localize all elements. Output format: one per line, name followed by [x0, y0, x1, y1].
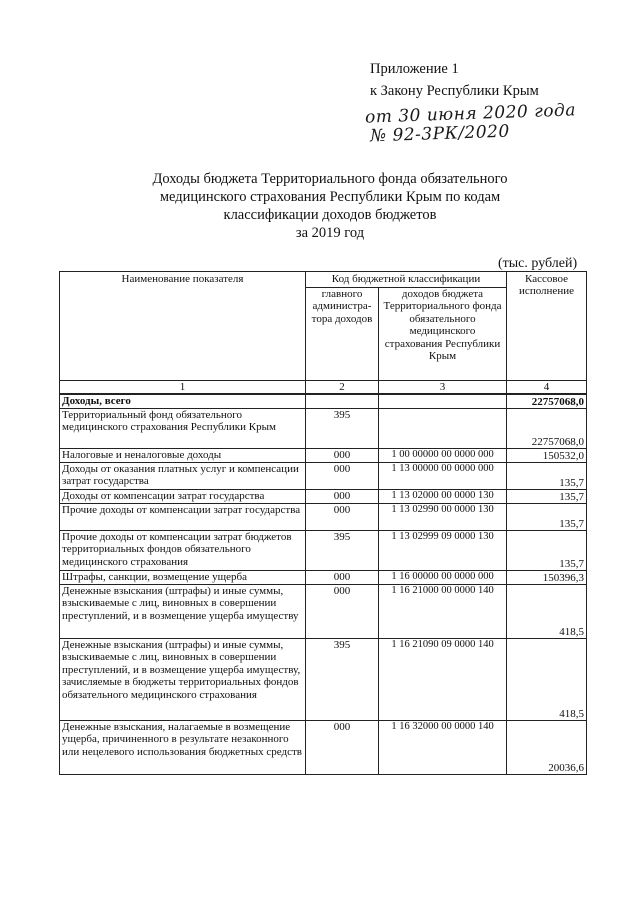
- title-line-2: медицинского страхования Республики Крым по кодам: [159, 189, 501, 205]
- row-code: 1 13 02990 00 0000 130: [379, 503, 507, 530]
- col-number-4: 4: [507, 381, 587, 395]
- col-header-exec: Кассовое исполнение: [507, 272, 587, 381]
- table-row: [60, 570, 587, 584]
- row-value: 418,5: [507, 584, 587, 638]
- row-name: Прочие доходы от компенсации затрат бюджетов территориальных фондов обязательного медицинского страхования: [60, 530, 306, 570]
- table-row: [60, 530, 587, 570]
- col-number-2: 2: [306, 381, 379, 395]
- row-name: Прочие доходы от компенсации затрат государства: [60, 503, 306, 530]
- table-row: [60, 638, 587, 720]
- row-value: 135,7: [507, 462, 587, 489]
- table-row: [60, 448, 587, 462]
- title-line-1: Доходы бюджета Территориального фонда обязательного: [152, 171, 508, 187]
- col-header-admin: главного администра-тора доходов: [306, 288, 379, 381]
- table-row: [60, 408, 587, 448]
- row-admin: 000: [306, 448, 379, 462]
- appendix-block: [370, 58, 539, 102]
- row-value: 150396,3: [507, 570, 587, 584]
- table-row: [60, 462, 587, 489]
- row-value: 20036,6: [507, 720, 587, 774]
- row-value: 135,7: [507, 530, 587, 570]
- row-value: 150532,0: [507, 448, 587, 462]
- title-line-3: классификации доходов бюджетов: [223, 207, 437, 223]
- row-code: 1 13 02000 00 0000 130: [379, 489, 507, 503]
- row-name: Денежные взыскания (штрафы) и иные суммы, взыскиваемые с лиц, виновных в совершении преступлений, и в возмещение ущерба имуществу: [60, 584, 306, 638]
- row-admin: 395: [306, 638, 379, 720]
- income-table: [59, 271, 587, 775]
- row-name: Доходы от оказания платных услуг и компенсации затрат государства: [60, 462, 306, 489]
- row-code: 1 16 00000 00 0000 000: [379, 570, 507, 584]
- row-name: Денежные взыскания, налагаемые в возмещение ущерба, причиненного в результате незаконного или нецелевого использования бюджетных средств: [60, 720, 306, 774]
- row-code: 1 16 21090 09 0000 140: [379, 638, 507, 720]
- row-admin: 000: [306, 584, 379, 638]
- row-admin: 000: [306, 720, 379, 774]
- col-header-code: Код бюджетной классификации: [306, 272, 507, 288]
- row-name: Доходы, всего: [60, 394, 306, 408]
- row-name: Штрафы, санкции, возмещение ущерба: [60, 570, 306, 584]
- row-value: 22757068,0: [507, 394, 587, 408]
- row-value: 22757068,0: [507, 408, 587, 448]
- row-admin: 000: [306, 570, 379, 584]
- row-value: 418,5: [507, 638, 587, 720]
- row-admin: 395: [306, 530, 379, 570]
- row-name: Территориальный фонд обязательного медицинского страхования Республики Крым: [60, 408, 306, 448]
- row-name: Доходы от компенсации затрат государства: [60, 489, 306, 503]
- col-header-income: доходов бюджета Территориального фонда обязательного медицинского страхования Республики Крым: [379, 288, 507, 381]
- title-line-4: за 2019 год: [295, 225, 365, 241]
- row-code: 1 16 32000 00 0000 140: [379, 720, 507, 774]
- table-row: [60, 720, 587, 774]
- col-number-3: 3: [379, 381, 507, 395]
- document-title: [60, 170, 600, 242]
- row-value: 135,7: [507, 489, 587, 503]
- row-name: Налоговые и неналоговые доходы: [60, 448, 306, 462]
- row-admin: 000: [306, 503, 379, 530]
- col-header-name: Наименование показателя: [60, 272, 306, 381]
- handwritten-date: от 30 июня 2020 года: [364, 100, 577, 128]
- row-admin: 000: [306, 489, 379, 503]
- row-admin: 000: [306, 462, 379, 489]
- table-row: [60, 394, 587, 408]
- row-code: 1 00 00000 00 0000 000: [379, 448, 507, 462]
- row-value: 135,7: [507, 503, 587, 530]
- row-admin: [306, 394, 379, 408]
- table-row: [60, 489, 587, 503]
- table-row: [60, 503, 587, 530]
- law-reference: к Закону Республики Крым: [370, 83, 539, 99]
- row-admin: 395: [306, 408, 379, 448]
- row-code: [379, 394, 507, 408]
- row-code: [379, 408, 507, 448]
- row-code: 1 16 21000 00 0000 140: [379, 584, 507, 638]
- appendix-label: Приложение 1: [370, 61, 459, 77]
- row-code: 1 13 02999 09 0000 130: [379, 530, 507, 570]
- row-name: Денежные взыскания (штрафы) и иные суммы, взыскиваемые с лиц, виновных в совершении преступлений, и в возмещение ущерба имуществу, зачисляемые в бюджеты территориальных фондов обязательного медицинского страхования: [60, 638, 306, 720]
- col-number-1: 1: [60, 381, 306, 395]
- row-code: 1 13 00000 00 0000 000: [379, 462, 507, 489]
- handwritten-number: № 92-3РК/2020: [369, 121, 511, 147]
- units-label: (тыс. рублей): [498, 256, 578, 271]
- table-row: [60, 584, 587, 638]
